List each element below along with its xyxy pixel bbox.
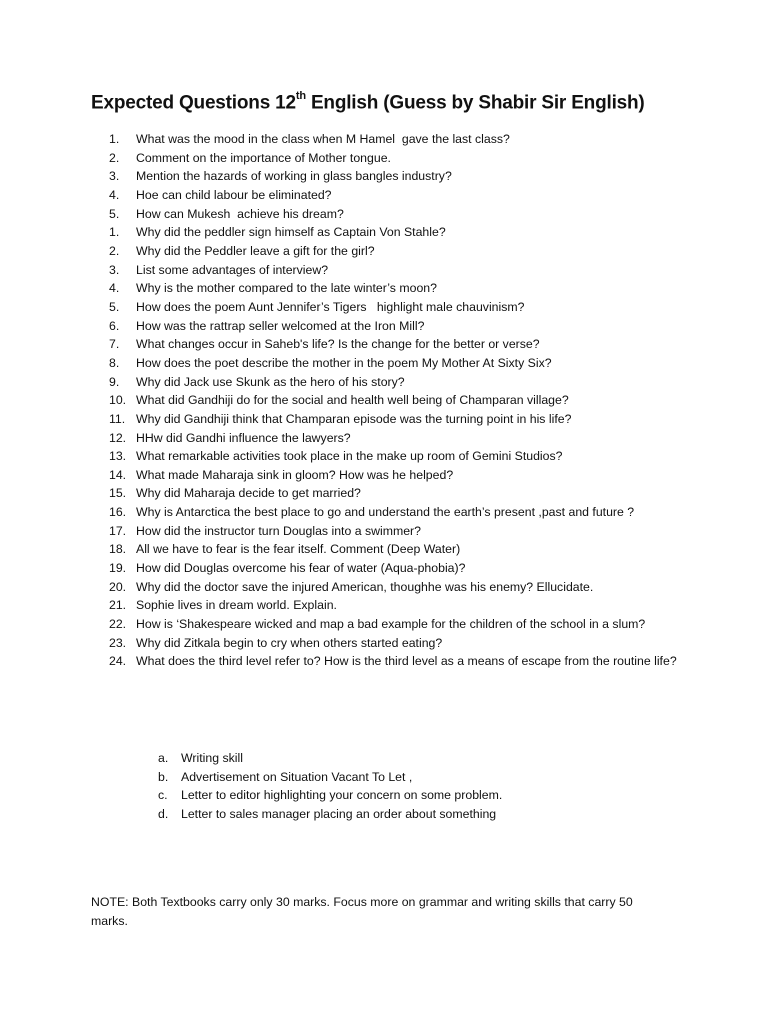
question-item <box>109 130 689 149</box>
question-item <box>109 447 689 466</box>
question-item <box>109 205 689 224</box>
question-text: How does the poet describe the mother in the poem My Mother At Sixty Six? <box>136 355 552 370</box>
question-item <box>109 261 689 280</box>
question-text: Why did Jack use Skunk as the hero of his story? <box>136 374 405 389</box>
question-text: Why did the doctor save the injured American, thoughhe was his enemy? Ellucidate. <box>136 579 594 594</box>
question-item <box>109 634 689 653</box>
question-number: 18. <box>109 542 127 557</box>
question-number: 8. <box>109 355 120 370</box>
writing-letter: a. <box>158 751 169 765</box>
question-number: 22. <box>109 617 127 632</box>
question-text: All we have to fear is the fear itself. Comment (Deep Water) <box>136 542 461 557</box>
question-number: 24. <box>109 654 127 669</box>
question-text: What did Gandhiji do for the social and health well being of Champaran village? <box>136 393 569 408</box>
question-text: How does the poem Aunt Jennifer’s Tigers highlight male chauvinism? <box>136 299 525 314</box>
question-item <box>109 429 689 448</box>
writing-text: Advertisement on Situation Vacant To Let , <box>181 769 413 784</box>
question-item <box>109 149 689 168</box>
question-item <box>109 317 689 336</box>
question-number: 5. <box>109 299 120 314</box>
question-number: 1. <box>109 225 120 240</box>
note-text: NOTE: Both Textbooks carry only 30 marks. Focus more on grammar and writing skills that carry 50 marks. <box>91 895 633 928</box>
question-item <box>109 242 689 261</box>
writing-item <box>158 786 502 805</box>
question-number: 4. <box>109 187 120 202</box>
question-number: 3. <box>109 262 120 277</box>
question-item <box>109 652 689 671</box>
question-text: Why did the peddler sign himself as Captain Von Stahle? <box>136 225 446 240</box>
question-text: Hoe can child labour be eliminated? <box>136 187 332 202</box>
writing-text: Letter to editor highlighting your concern on some problem. <box>181 788 503 803</box>
question-item <box>109 335 689 354</box>
question-item <box>109 298 689 317</box>
question-text: Mention the hazards of working in glass bangles industry? <box>136 169 452 184</box>
question-text: HHw did Gandhi influence the lawyers? <box>136 430 351 445</box>
question-item <box>109 354 689 373</box>
question-item <box>109 503 689 522</box>
question-text: How can Mukesh achieve his dream? <box>136 206 344 221</box>
question-item <box>109 279 689 298</box>
question-text: Why did Zitkala begin to cry when others started eating? <box>136 635 443 650</box>
question-text: How did Douglas overcome his fear of water (Aqua-phobia)? <box>136 561 466 576</box>
question-number: 15. <box>109 486 127 501</box>
question-number: 2. <box>109 150 120 165</box>
question-number: 17. <box>109 523 127 538</box>
question-number: 6. <box>109 318 120 333</box>
question-number: 19. <box>109 561 127 576</box>
question-number: 14. <box>109 467 127 482</box>
question-item <box>109 391 689 410</box>
title-suffix: English (Guess by Shabir Sir English) <box>305 92 645 114</box>
question-text: Sophie lives in dream world. Explain. <box>136 598 337 613</box>
question-text: What changes occur in Saheb's life? Is the change for the better or verse? <box>136 337 540 352</box>
question-item <box>109 223 689 242</box>
question-item <box>109 373 689 392</box>
question-text: List some advantages of interview? <box>136 262 329 277</box>
writing-item <box>158 749 502 768</box>
question-number: 4. <box>109 281 120 296</box>
question-item <box>109 410 689 429</box>
question-item <box>109 559 689 578</box>
question-number: 12. <box>109 430 127 445</box>
question-number: 9. <box>109 374 120 389</box>
question-number: 1. <box>109 132 120 146</box>
writing-text: Letter to sales manager placing an order about something <box>181 806 497 821</box>
question-list <box>109 130 689 671</box>
question-number: 7. <box>109 337 120 352</box>
question-item <box>109 540 689 559</box>
question-number: 3. <box>109 169 120 184</box>
title-prefix: Expected Questions 12 <box>91 92 296 114</box>
writing-item <box>158 805 502 824</box>
question-text: What was the mood in the class when M Hamel gave the last class? <box>136 132 510 146</box>
question-text: How is ‘Shakespeare wicked and map a bad example for the children of the school in a slum? <box>136 617 646 632</box>
question-item <box>109 167 689 186</box>
question-number: 20. <box>109 579 127 594</box>
question-text: Why did the Peddler leave a gift for the girl? <box>136 243 375 258</box>
question-item <box>109 466 689 485</box>
question-text: What made Maharaja sink in gloom? How was he helped? <box>136 467 454 482</box>
question-text: Why is Antarctica the best place to go and understand the earth’s present ,past and future ? <box>136 505 635 520</box>
question-number: 2. <box>109 243 120 258</box>
question-item <box>109 484 689 503</box>
question-text: Why did Gandhiji think that Champaran episode was the turning point in his life? <box>136 411 572 426</box>
question-item <box>109 578 689 597</box>
writing-letter: d. <box>158 806 169 821</box>
question-number: 5. <box>109 206 120 221</box>
question-number: 13. <box>109 449 127 464</box>
question-item <box>109 596 689 615</box>
question-text: What remarkable activities took place in the make up room of Gemini Studios? <box>136 449 563 464</box>
question-number: 11. <box>109 411 126 426</box>
writing-text: Writing skill <box>181 751 243 765</box>
writing-item <box>158 768 502 787</box>
question-text: How was the rattrap seller welcomed at the Iron Mill? <box>136 318 425 333</box>
question-number: 21. <box>109 598 127 613</box>
question-number: 10. <box>109 393 127 408</box>
question-number: 23. <box>109 635 127 650</box>
writing-letter: c. <box>158 788 168 803</box>
title-superscript: th <box>295 90 306 102</box>
question-text: Why did Maharaja decide to get married? <box>136 486 361 501</box>
question-text: What does the third level refer to? How is the third level as a means of escape from the routine life? <box>136 654 677 669</box>
question-text: Comment on the importance of Mother tongue. <box>136 150 391 165</box>
writing-list <box>158 749 502 823</box>
question-number: 16. <box>109 505 127 520</box>
question-item <box>109 522 689 541</box>
question-item <box>109 186 689 205</box>
page-title <box>91 92 645 114</box>
question-text: How did the instructor turn Douglas into a swimmer? <box>136 523 421 538</box>
question-text: Why is the mother compared to the late winter’s moon? <box>136 281 437 296</box>
question-item <box>109 615 689 634</box>
writing-letter: b. <box>158 769 169 784</box>
